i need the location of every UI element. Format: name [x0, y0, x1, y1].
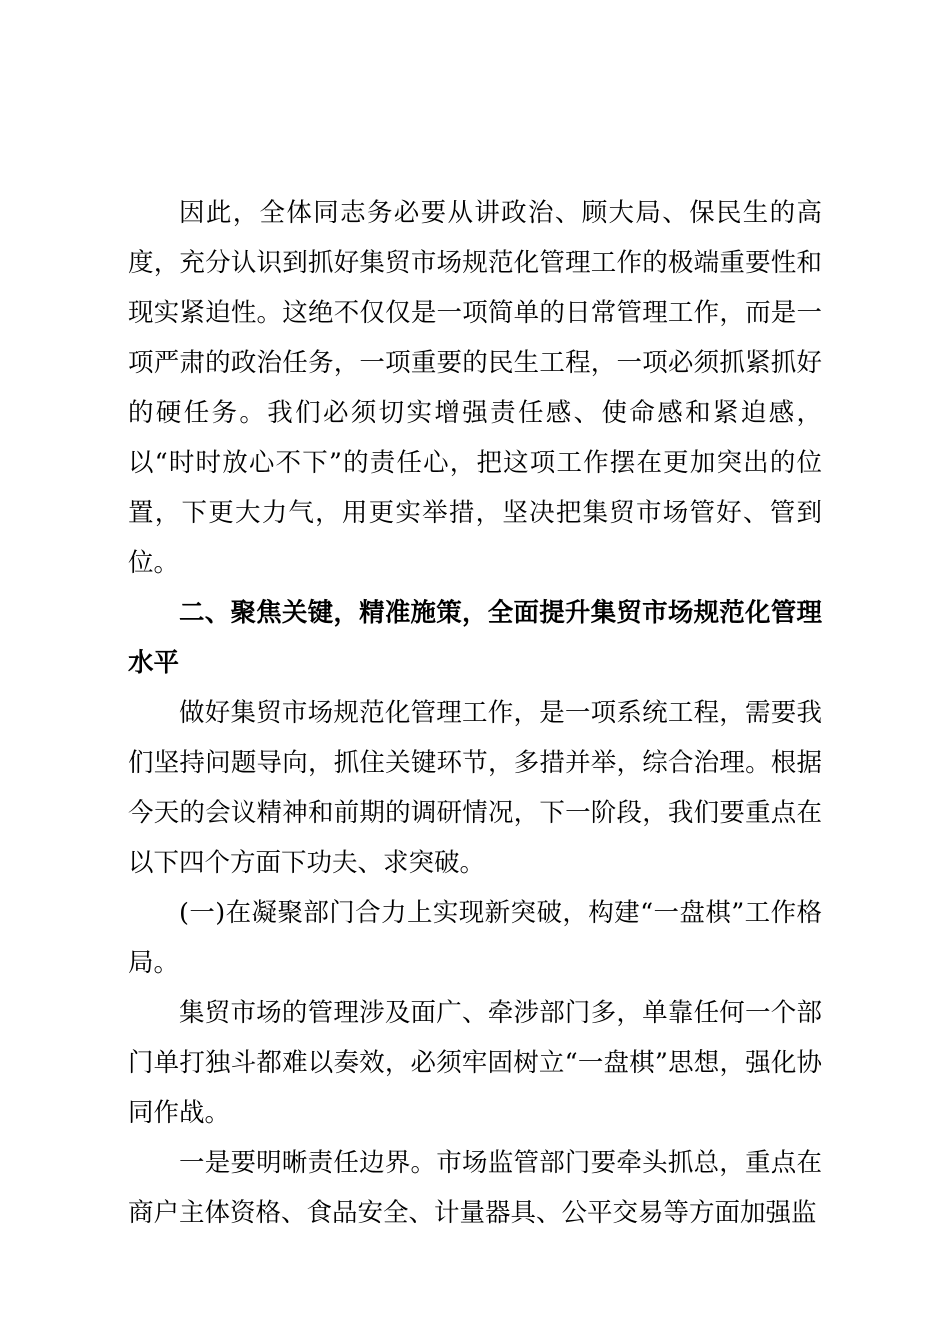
section-heading: 二、聚焦关键，精准施策，全面提升集贸市场规范化管理水平	[128, 598, 822, 678]
document-body	[128, 188, 822, 1238]
subsection-heading: (一)在凝聚部门合力上实现新突破，构建“一盘棋”工作格局。	[128, 898, 822, 978]
body-paragraph: 一是要明晰责任边界。市场监管部门要牵头抓总，重点在商户主体资格、食品安全、计量器具、公平交易等方面加强监	[128, 1148, 822, 1228]
body-paragraph: 做好集贸市场规范化管理工作，是一项系统工程，需要我们坚持问题导向，抓住关键环节，多措并举，综合治理。根据今天的会议精神和前期的调研情况，下一阶段，我们要重点在以下四个方面下功夫、求突破。	[128, 698, 822, 878]
body-paragraph: 因此，全体同志务必要从讲政治、顾大局、保民生的高度，充分认识到抓好集贸市场规范化管理工作的极端重要性和现实紧迫性。这绝不仅仅是一项简单的日常管理工作，而是一项严肃的政治任务，一项重要的民生工程，一项必须抓紧抓好的硬任务。我们必须切实增强责任感、使命感和紧迫感，以“时时放心不下”的责任心，把这项工作摆在更加突出的位置，下更大力气，用更实举措，坚决把集贸市场管好、管到位。	[128, 198, 822, 578]
body-paragraph: 集贸市场的管理涉及面广、牵涉部门多，单靠任何一个部门单打独斗都难以奏效，必须牢固树立“一盘棋”思想，强化协同作战。	[128, 998, 822, 1128]
